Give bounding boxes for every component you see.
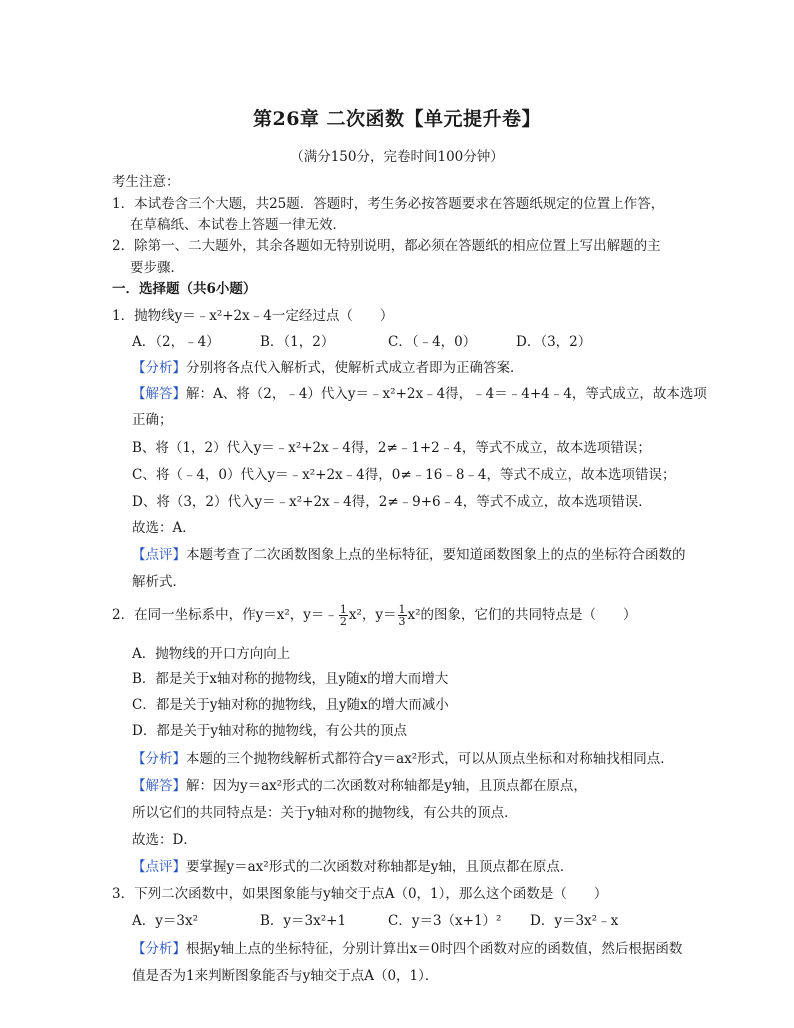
q1-solution-line-1: 解：A、将（2，﹣4）代入y＝﹣x²+2x﹣4得，﹣4＝﹣4+4﹣4，等式成立，故本选项 (186, 386, 707, 402)
q1-choice: 故选：A． (132, 520, 196, 536)
q1-stem: 1．抛物线y＝﹣x²+2x﹣4一定经过点（ ） (112, 308, 394, 324)
analysis-tag: 【分析】 (132, 941, 186, 957)
q3-analysis-line-2: 值是否为1来判断图象能否与y轴交于点A（0，1）． (132, 968, 439, 984)
q1-solution-line-3: B、将（1，2）代入y＝﹣x²+2x﹣4得，2≠﹣1+2﹣4，等式不成立，故本选项错误； (132, 440, 651, 456)
q2-analysis-text: 本题的三个抛物线解析式都符合y＝ax²形式，可以从顶点坐标和对称轴找相同点． (186, 751, 674, 767)
fraction-denominator: 2 (339, 615, 347, 628)
q2-stem (112, 604, 637, 627)
q2-analysis (132, 749, 674, 769)
q1-analysis (132, 358, 524, 378)
q3-option-a: A．y＝3x² (132, 913, 198, 929)
q1-option-a: A．（2，﹣4） (132, 334, 220, 350)
q2-stem-part-2: x²，y＝ (348, 607, 397, 623)
q1-options (132, 332, 591, 352)
q2-fraction-1 (339, 604, 348, 627)
q2-stem-part-3: x²的图象，它们的共同特点是（ ） (407, 607, 637, 623)
q3-option-b: B．y＝3x²+1 (260, 913, 347, 929)
q2-solution (132, 776, 587, 796)
q1-solution-line-2: 正确； (132, 412, 173, 428)
page-subtitle: （满分150分，完卷时间100分钟） (290, 149, 504, 165)
q1-solution-line-5: D、将（3，2）代入y＝﹣x²+2x﹣4得，2≠﹣9+6﹣4，等式不成立，故本选项错误． (132, 494, 652, 510)
q2-option-a: A．抛物线的开口方向向上 (132, 646, 291, 662)
q1-comment-line-2: 解析式． (132, 574, 186, 590)
analysis-tag: 【分析】 (132, 751, 186, 767)
q1-solution-line-4: C、将（﹣4，0）代入y＝﹣x²+2x﹣4得，0≠﹣16﹣8﹣4，等式不成立，故本选项错误； (132, 467, 676, 483)
q1-option-b: B．（1，2） (260, 334, 335, 350)
q2-comment (132, 857, 573, 877)
q2-stem-part-1: 2．在同一坐标系中，作y＝x²，y＝﹣ (112, 607, 338, 623)
solution-tag: 【解答】 (132, 778, 186, 794)
q1-option-d: D．（3，2） (516, 334, 592, 350)
comment-tag: 【点评】 (132, 859, 186, 875)
q1-option-c: C．（﹣4，0） (388, 334, 477, 350)
analysis-tag: 【分析】 (132, 360, 186, 376)
q3-stem: 3．下列二次函数中，如果图象能与y轴交于点A（0，1），那么这个函数是（ ） (112, 886, 608, 902)
q1-solution (132, 384, 707, 404)
q2-solution-line-2: 所以它们的共同特点是：关于y轴对称的抛物线，有公共的顶点． (132, 805, 518, 821)
q3-analysis (132, 939, 682, 959)
q1-analysis-text: 分别将各点代入解析式，使解析式成立者即为正确答案． (186, 360, 524, 376)
notice-item-1: 1．本试卷含三个大题，共25题．答题时，考生务必按答题要求在答题纸规定的位置上作答， (112, 196, 665, 212)
notice-heading: 考生注意： (112, 174, 180, 190)
page-title: 第26章 二次函数【单元提升卷】 (252, 108, 542, 130)
notice-item-2: 2．除第一、二大题外，其余各题如无特别说明，都必须在答题纸的相应位置上写出解题的主 (112, 238, 661, 254)
q2-solution-line-1: 解：因为y＝ax²形式的二次函数对称轴都是y轴，且顶点都在原点， (186, 778, 587, 794)
q2-fraction-2 (398, 604, 407, 627)
q2-comment-text: 要掌握y＝ax²形式的二次函数对称轴都是y轴，且顶点都在原点． (186, 859, 574, 875)
notice-item-2-cont: 要步骤． (130, 260, 184, 276)
q1-comment-line-1: 本题考查了二次函数图象上点的坐标特征，要知道函数图象上的点的坐标符合函数的 (186, 547, 686, 563)
q2-option-b: B．都是关于x轴对称的抛物线，且y随x的增大而增大 (132, 671, 449, 687)
solution-tag: 【解答】 (132, 386, 186, 402)
section-heading: 一．选择题（共6小题） (112, 281, 257, 297)
q3-option-c: C．y＝3（x+1）² (388, 913, 502, 929)
q3-options (132, 911, 618, 931)
fraction-numerator: 1 (339, 603, 347, 616)
notice-item-1-cont: 在草稿纸、本试卷上答题一律无效． (130, 217, 346, 233)
fraction-numerator: 1 (398, 603, 406, 616)
fraction-denominator: 3 (398, 615, 406, 628)
q2-option-c: C．都是关于y轴对称的抛物线，且y随x的增大而减小 (132, 697, 449, 713)
comment-tag: 【点评】 (132, 547, 186, 563)
q1-comment (132, 545, 686, 565)
q2-option-d: D．都是关于y轴对称的抛物线，有公共的顶点 (132, 723, 407, 739)
q3-analysis-line-1: 根据y轴上点的坐标特征，分别计算出x＝0时四个函数对应的函数值，然后根据函数 (186, 941, 683, 957)
q2-choice: 故选：D． (132, 832, 197, 848)
q3-option-d: D．y＝3x²﹣x (530, 913, 619, 929)
